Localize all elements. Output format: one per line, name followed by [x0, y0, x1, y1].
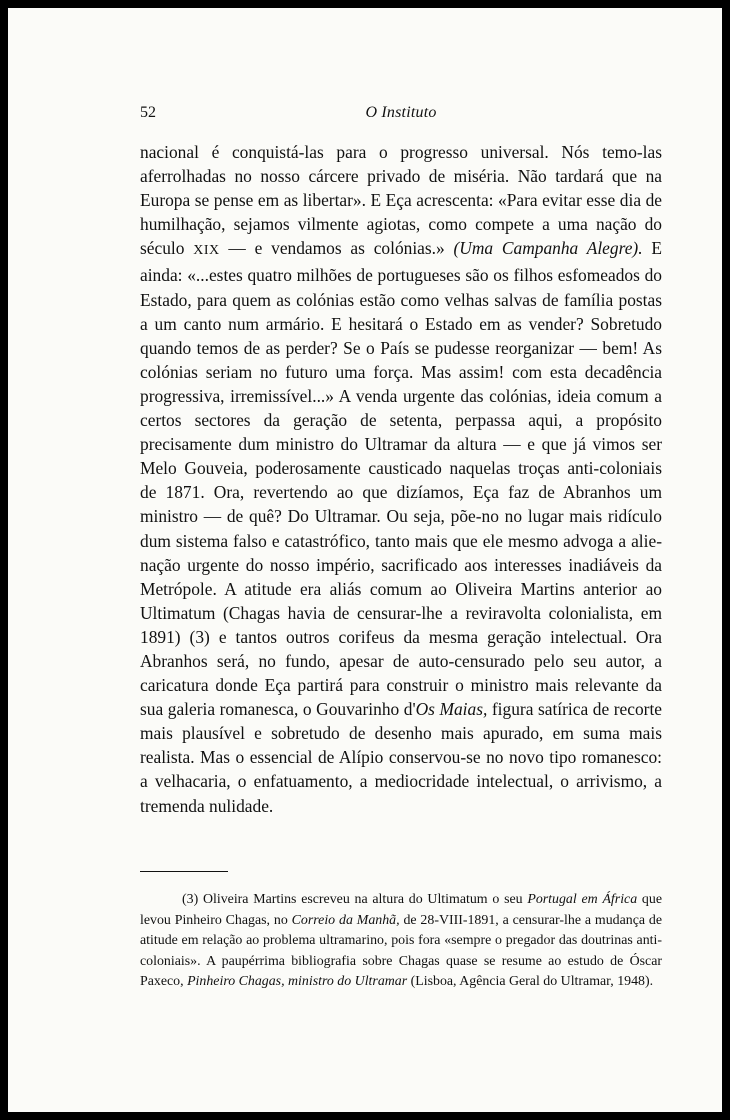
footnote-text-segment: (Lisboa, Agência Geral do Ultramar, 1948). — [407, 974, 654, 990]
body-text-segment: E ainda: «...estes quatro milhões de portugueses são os filhos esfomeados do Estado, para quem as colónias estão como velhas salvas de família postas a um canto num armário. E hesitará o Estado em as vender? Sobretudo quando temos de as perder? Se o País se pudesse reorganizar — bem! As colónias seriam no futuro uma força. Mas assim! com esta decadência progressiva, irremissível...» A venda urgente das colónias, ideia comum a certos sectores da geração de setenta, perpassa aqui, a propósito precisamente dum ministro do Ultramar da altura — e que já vimos ser Melo Gouveia, poderosamente causticado naquelas troças anti-coloniais de 1871. Ora, revertendo ao que dizíamos, Eça faz de Abranhos um ministro — de quê? Do Ultramar. Ou seja, põe-no no lugar mais ridículo dum sistema falso e catastrófico, tanto mais que ele mesmo advoga a alienação urgente do nosso império, sacrificado aos interesses inadiáveis da Metrópole. A atitude era aliás comum ao Oliveira Martins anterior ao Ultimatum (Chagas havia de censurar-lhe a reviravolta colonialista, em 1891) (3) e tantos outros corifeus da mesma geração intelectual. Ora Abranhos será, no fundo, apesar de auto-censurado pelo seu autor, a caricatura donde Eça partirá para construir o ministro mais relevante da sua galeria romanesca, o Gouvarinho d' — [140, 238, 662, 720]
footnote — [140, 890, 662, 993]
book-title-italic: Os Maias, — [415, 699, 488, 720]
page-header — [140, 104, 662, 126]
footnote-italic-title: Correio da Manhã, — [291, 912, 400, 928]
footnote-text-segment: de 28-VIII-1891, a censurar-lhe a mudança de atitude em relação ao problema ultramarino, pois fora «sempre o pregador das doutrinas anti-coloniais». A paupérrima bibliografia sobre Chagas quase se resume ao estudo de Óscar Paxeco, — [140, 912, 663, 990]
footnote-divider — [140, 871, 228, 872]
book-title-italic: (Uma Campanha Alegre). — [453, 238, 643, 259]
body-text-segment: figura satírica de recorte mais plausível e sobretudo de desenho mais apurado, em suma mais realista. Mas o essencial de Alípio conservou-se no novo tipo romanesco: a velhacaria, o enfatuamento, a mediocridade intelectual, o arrivismo, a tremenda nulidade. — [140, 699, 662, 816]
body-text-segment: — e vendamos as colónias.» — [219, 238, 454, 259]
body-paragraph — [140, 140, 662, 818]
footnote-text-segment: (3) Oliveira Martins escreveu na altura do Ultimatum o seu — [182, 892, 528, 907]
footnote-text-segment: que levou Pinheiro Chagas, no — [140, 892, 662, 928]
running-title: O Instituto — [365, 104, 437, 121]
footnote-italic-title: Portugal em África — [527, 892, 638, 907]
body-text-segment: nacional é conquistá-las para o progresso universal. Nós temo-las aferrolhadas no nosso cárcere privado de miséria. Não tardará que na Europa se pense em as libertar». E Eça acrescenta: «Para evitar esse dia de humilhação, sejamos vilmente agiotas, como compete a uma nação do século — [140, 142, 662, 259]
century-numeral: XIX — [193, 243, 220, 259]
footnote-italic-title: Pinheiro Chagas, ministro do Ultramar — [187, 974, 408, 990]
book-page — [8, 8, 722, 1112]
page-number: 52 — [140, 104, 156, 121]
